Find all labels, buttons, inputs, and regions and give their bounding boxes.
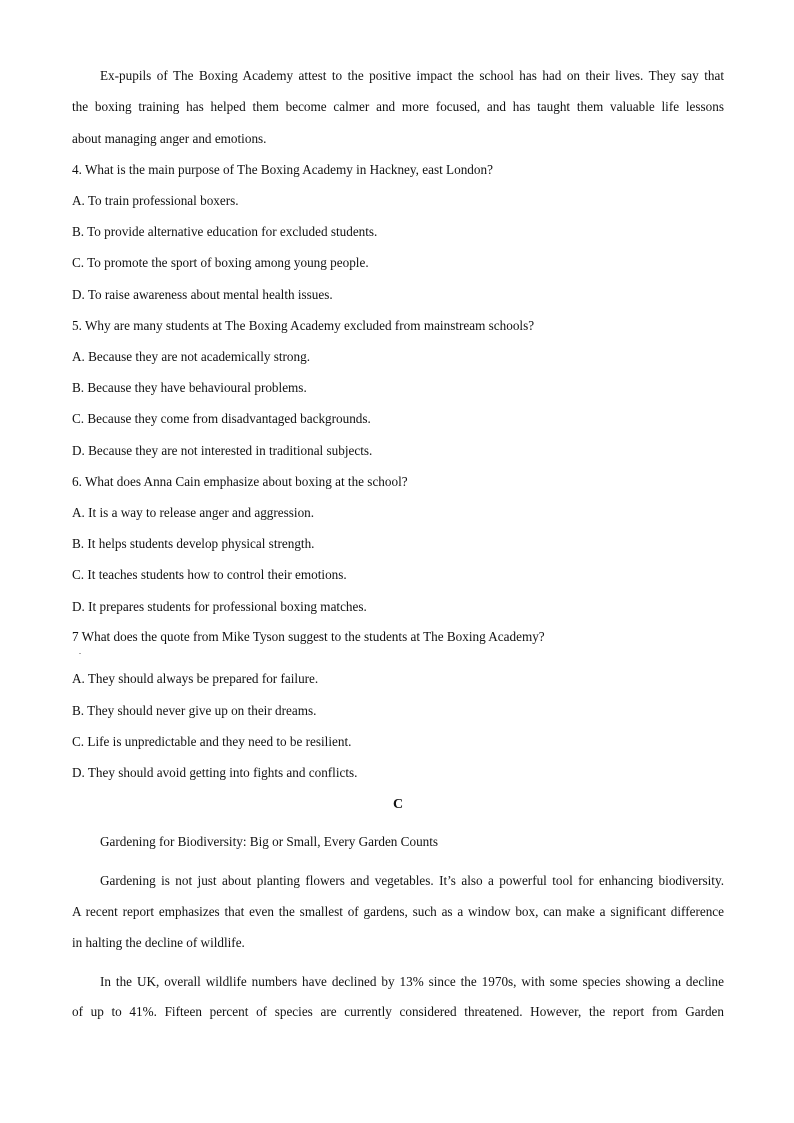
question-6-option-c: C. It teaches students how to control their emotions.: [72, 567, 347, 582]
section-c-p1-line-2: A recent report emphasizes that even the smallest of gardens, such as a window box, can make a significant difference: [72, 904, 724, 919]
question-5-stem: 5. Why are many students at The Boxing Academy excluded from mainstream schools?: [72, 318, 535, 333]
question-4-stem: 4. What is the main purpose of The Boxing Academy in Hackney, east London?: [72, 162, 493, 177]
question-6-option-d: D. It prepares students for professional boxing matches.: [72, 599, 367, 614]
question-4-option-d: D. To raise awareness about mental health issues.: [72, 287, 333, 302]
passage-b-line-1: Ex-pupils of The Boxing Academy attest to the positive impact the school has had on their lives. They say that: [100, 68, 724, 83]
question-5-option-d: D. Because they are not interested in traditional subjects.: [72, 443, 373, 458]
question-5-option-c: C. Because they come from disadvantaged backgrounds.: [72, 411, 371, 426]
question-4-option-a: A. To train professional boxers.: [72, 193, 239, 208]
question-4-option-b: B. To provide alternative education for excluded students.: [72, 224, 378, 239]
question-7-option-a: A. They should always be prepared for failure.: [72, 671, 319, 686]
section-c-p2-line-1: In the UK, overall wildlife numbers have declined by 13% since the 1970s, with some species showing a decline: [100, 974, 724, 989]
section-c-title: Gardening for Biodiversity: Big or Small, Every Garden Counts: [100, 834, 439, 849]
question-7-option-b: B. They should never give up on their dreams.: [72, 703, 317, 718]
question-7-option-c: C. Life is unpredictable and they need to be resilient.: [72, 734, 352, 749]
question-4-option-c: C. To promote the sport of boxing among young people.: [72, 255, 369, 270]
question-7-option-d: D. They should avoid getting into fights and conflicts.: [72, 765, 358, 780]
passage-b-line-3: about managing anger and emotions.: [72, 131, 267, 146]
question-6-stem: 6. What does Anna Cain emphasize about boxing at the school?: [72, 474, 408, 489]
section-c-heading: C: [392, 797, 404, 812]
question-6-option-a: A. It is a way to release anger and aggression.: [72, 505, 315, 520]
question-5-option-b: B. Because they have behavioural problems.: [72, 380, 307, 395]
passage-b-line-2: the boxing training has helped them become calmer and more focused, and has taught them valuable life lessons: [72, 99, 724, 114]
section-c-p1-line-3: in halting the decline of wildlife.: [72, 935, 245, 950]
section-c-p2-line-2: of up to 41%. Fifteen percent of species are currently considered threatened. However, the report from Garden: [72, 1004, 724, 1019]
question-5-option-a: A. Because they are not academically strong.: [72, 349, 311, 364]
question-6-option-b: B. It helps students develop physical strength.: [72, 536, 315, 551]
section-c-p1-line-1: Gardening is not just about planting flowers and vegetables. It’s also a powerful tool for enhancing biodiversity.: [100, 873, 724, 888]
question-7-stray-mark: .: [79, 647, 81, 656]
question-7-stem: 7 What does the quote from Mike Tyson suggest to the students at The Boxing Academy?: [72, 629, 545, 644]
